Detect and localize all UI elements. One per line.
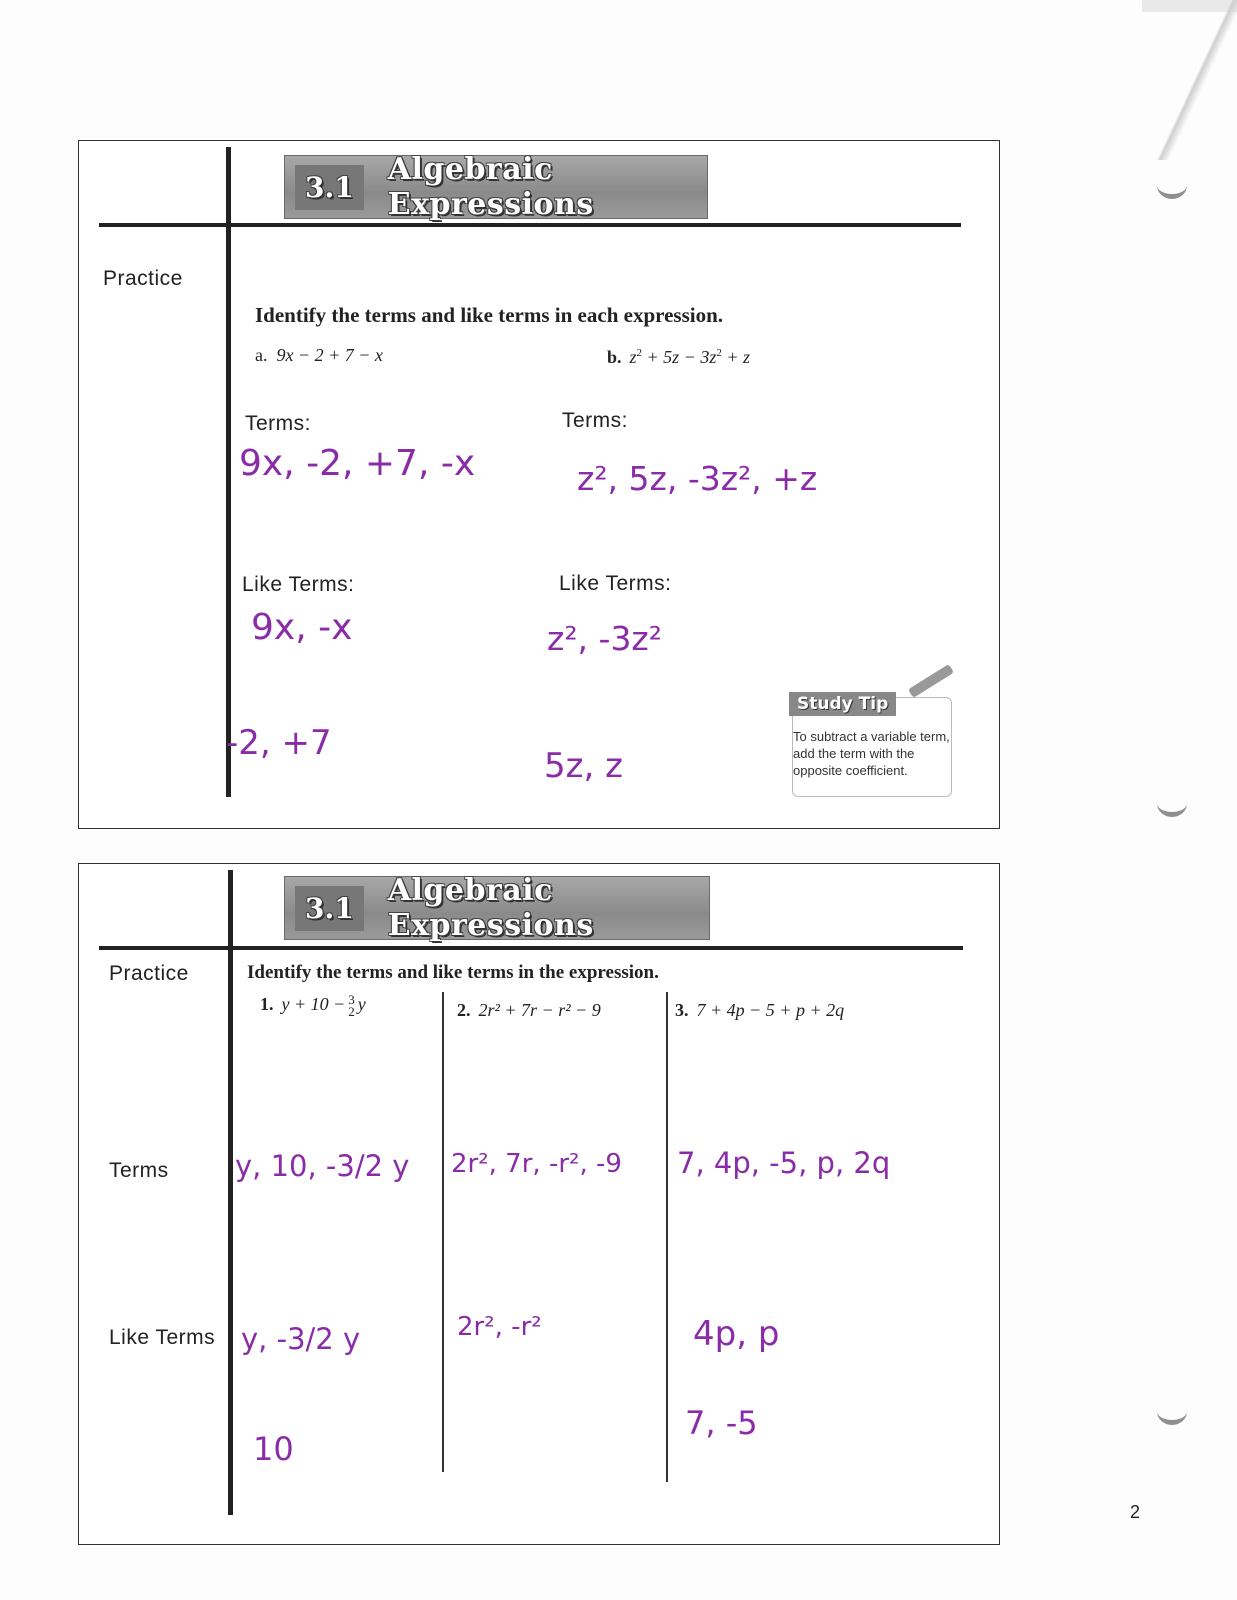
handwritten-like-b2: 5z, z	[544, 746, 623, 786]
binder-hole-middle	[1157, 790, 1187, 817]
handwritten-like-3b: 7, -5	[685, 1404, 758, 1442]
notes-panel-1	[78, 140, 1000, 829]
section-title: Algebraic Expressions	[387, 873, 594, 943]
handwritten-like-a2: -2, +7	[226, 723, 332, 763]
exercise-1: 1. y + 10 − 3 2 y	[260, 992, 366, 1019]
practice-label: Practice	[103, 267, 183, 290]
section-number: 3.1	[295, 886, 364, 931]
handwritten-terms-a: 9x, -2, +7, -x	[239, 443, 476, 484]
handwritten-like-b1: z², -3z²	[547, 619, 662, 658]
terms-label-b: Terms:	[562, 409, 628, 432]
header-rule	[99, 223, 961, 227]
exercise-3: 3. 7 + 4p − 5 + p + 2q	[675, 1000, 845, 1020]
handwritten-terms-b: z², 5z, -3z², +z	[577, 459, 818, 498]
handwritten-like-1a: y, -3/2 y	[241, 1322, 361, 1356]
margin-rule	[226, 147, 231, 797]
binder-hole-bottom	[1157, 1398, 1187, 1425]
header-rule	[99, 946, 963, 950]
page-number: 2	[1130, 1502, 1141, 1522]
study-tip-text: To subtract a variable term, add the term with the opposite coefficient.	[793, 729, 950, 778]
terms-label-a: Terms:	[245, 412, 311, 435]
column-separator-2	[666, 992, 668, 1482]
pencil-icon	[908, 664, 954, 698]
binder-hole-top	[1157, 172, 1187, 199]
like-terms-label: Like Terms	[109, 1326, 216, 1349]
handwritten-like-a1: 9x, -x	[251, 607, 353, 648]
section-banner	[284, 152, 708, 222]
exercise-2: 2. 2r² + 7r − r² − 9	[457, 1000, 601, 1020]
study-tip-title: Study Tip	[789, 692, 896, 716]
handwritten-like-1b: 10	[253, 1430, 294, 1468]
expression-a: a. 9x − 2 + 7 − x	[255, 345, 383, 365]
page-tear	[1157, 0, 1237, 160]
section-number: 3.1	[295, 165, 364, 210]
practice-label: Practice	[109, 962, 189, 985]
handwritten-terms-3: 7, 4p, -5, p, 2q	[677, 1146, 891, 1180]
study-tip	[792, 694, 952, 797]
expression-b: b. $z^2 + 5z - 3z^2 + z$	[607, 347, 750, 367]
margin-rule	[228, 870, 233, 1515]
like-terms-label-a: Like Terms:	[242, 573, 355, 596]
like-terms-label-b: Like Terms:	[559, 572, 672, 595]
notes-panel-2	[78, 863, 1000, 1545]
terms-label: Terms	[109, 1159, 169, 1182]
section-banner	[284, 873, 710, 943]
handwritten-like-3a: 4p, p	[693, 1314, 780, 1354]
handwritten-terms-2: 2r², 7r, -r², -9	[451, 1149, 622, 1179]
column-separator-1	[442, 992, 444, 1472]
section-title: Algebraic Expressions	[387, 152, 594, 222]
instruction: Identify the terms and like terms in each expression.	[255, 303, 723, 327]
instruction: Identify the terms and like terms in the expression.	[247, 962, 659, 983]
handwritten-terms-1: y, 10, -3/2 y	[235, 1149, 410, 1183]
handwritten-like-2a: 2r², -r²	[457, 1312, 542, 1342]
